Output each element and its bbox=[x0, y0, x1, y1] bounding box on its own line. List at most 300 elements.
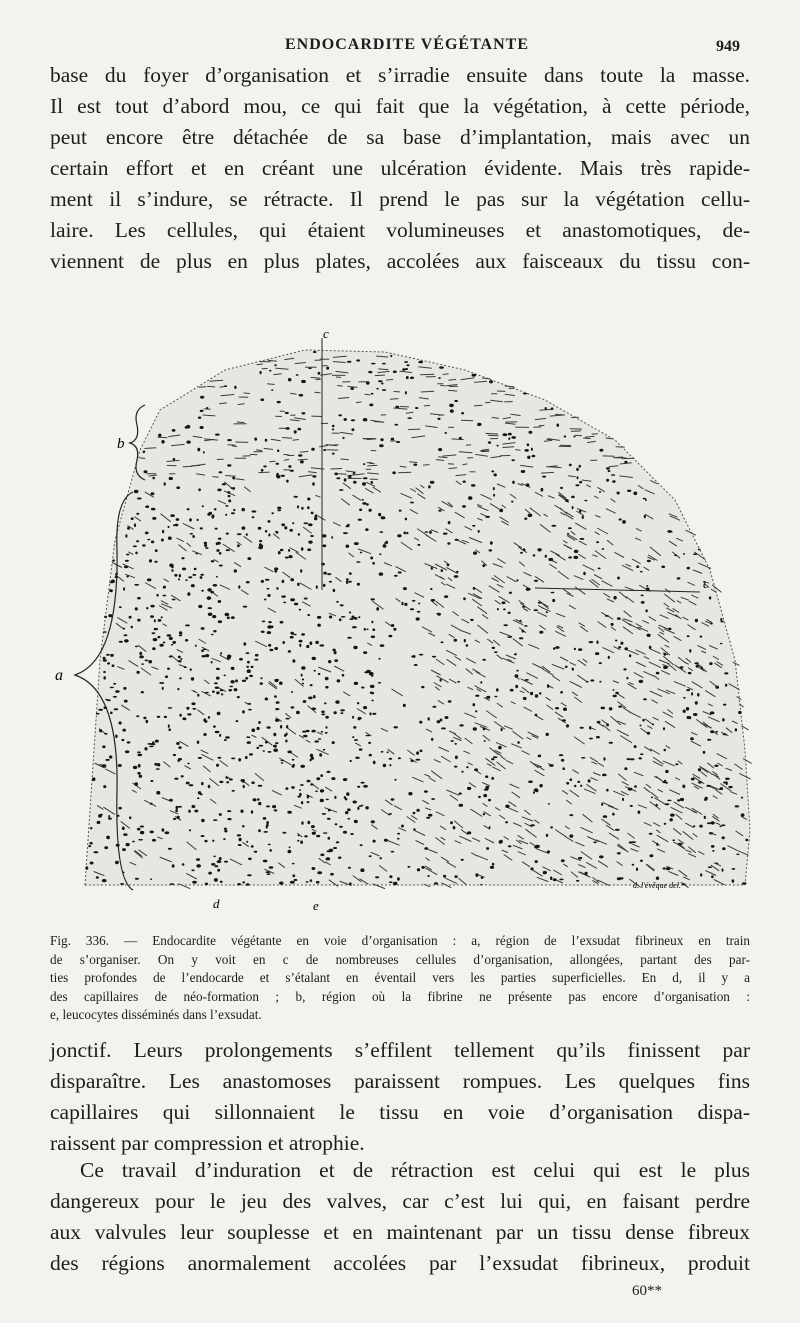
cell-dot bbox=[138, 764, 141, 768]
text-line: peut encore être détachée de sa base d’implantation, mais avec un bbox=[50, 125, 750, 149]
cell-dot bbox=[354, 682, 358, 685]
fiber-stroke bbox=[575, 435, 582, 436]
cell-dot bbox=[308, 697, 313, 700]
cell-dot bbox=[225, 736, 230, 738]
cell-dot bbox=[569, 814, 573, 816]
cell-dot bbox=[622, 798, 624, 801]
cell-dot bbox=[354, 739, 358, 741]
cell-dot bbox=[122, 827, 125, 831]
cell-dot bbox=[321, 714, 325, 716]
cell-dot bbox=[265, 697, 267, 699]
cell-dot bbox=[562, 767, 565, 770]
cell-dot bbox=[549, 764, 554, 767]
cell-dot bbox=[287, 811, 292, 814]
caption-line: des capillaires de néo-formation ; b, région où la fibrine ne présente pas encore d’organisation : bbox=[50, 988, 750, 1004]
cell-dot bbox=[497, 608, 499, 610]
cell-dot bbox=[187, 763, 189, 765]
cell-dot bbox=[472, 374, 477, 377]
cell-dot bbox=[150, 605, 154, 608]
cell-dot bbox=[155, 549, 158, 552]
cell-dot bbox=[291, 786, 295, 789]
fiber-stroke bbox=[386, 379, 393, 380]
cell-dot bbox=[641, 595, 644, 597]
cell-dot bbox=[246, 883, 250, 886]
cell-dot bbox=[221, 693, 223, 695]
cell-dot bbox=[626, 677, 628, 680]
cell-dot bbox=[315, 514, 317, 517]
cell-dot bbox=[624, 647, 628, 650]
caption-line: Fig. 336. — Endocardite végétante en voie d’organisation : a, région de l’exsudat fibrineux en train bbox=[50, 933, 750, 948]
cell-dot bbox=[140, 826, 144, 828]
cell-dot bbox=[347, 808, 351, 811]
cell-dot bbox=[573, 556, 578, 559]
cell-dot bbox=[623, 668, 626, 670]
cell-dot bbox=[279, 682, 283, 685]
cell-dot bbox=[288, 378, 292, 381]
cell-dot bbox=[691, 692, 693, 695]
cell-dot bbox=[394, 726, 398, 728]
cell-dot bbox=[389, 758, 392, 760]
cell-dot bbox=[213, 584, 218, 587]
cell-dot bbox=[443, 533, 448, 535]
cell-dot bbox=[643, 698, 647, 700]
cell-dot bbox=[417, 544, 420, 546]
cell-dot bbox=[181, 557, 184, 559]
cell-dot bbox=[320, 799, 324, 802]
cell-dot bbox=[531, 448, 533, 451]
cell-dot bbox=[455, 756, 458, 760]
cell-dot bbox=[704, 816, 706, 819]
cell-dot bbox=[154, 763, 157, 766]
cell-dot bbox=[393, 371, 397, 374]
cell-dot bbox=[110, 654, 114, 657]
cell-dot bbox=[483, 794, 487, 797]
cell-dot bbox=[323, 749, 325, 751]
cell-dot bbox=[179, 635, 182, 637]
cell-dot bbox=[706, 785, 711, 787]
cell-dot bbox=[216, 668, 220, 670]
cell-dot bbox=[334, 473, 338, 476]
fiber-stroke bbox=[315, 392, 321, 393]
cell-dot bbox=[198, 605, 202, 608]
cell-dot bbox=[328, 837, 331, 840]
cell-dot bbox=[353, 472, 355, 474]
cell-dot bbox=[225, 505, 228, 507]
cell-dot bbox=[396, 441, 400, 443]
fiber-stroke bbox=[374, 422, 383, 423]
cell-dot bbox=[124, 639, 129, 642]
cell-dot bbox=[455, 539, 459, 541]
cell-dot bbox=[164, 482, 166, 485]
cell-dot bbox=[135, 646, 138, 648]
cell-dot bbox=[565, 499, 568, 502]
cell-dot bbox=[327, 573, 331, 575]
cell-dot bbox=[551, 408, 554, 410]
cell-dot bbox=[618, 646, 621, 648]
cell-dot bbox=[251, 781, 254, 784]
cell-dot bbox=[189, 518, 192, 521]
cell-dot bbox=[641, 601, 645, 604]
cell-dot bbox=[172, 429, 176, 432]
cell-dot bbox=[110, 712, 113, 715]
cell-dot bbox=[275, 719, 280, 722]
cell-dot bbox=[204, 544, 207, 547]
cell-dot bbox=[257, 798, 260, 801]
cell-dot bbox=[333, 589, 336, 592]
cell-dot bbox=[647, 634, 651, 637]
cell-dot bbox=[112, 664, 115, 667]
cell-dot bbox=[617, 617, 621, 620]
cell-dot bbox=[550, 876, 552, 880]
cell-dot bbox=[401, 602, 403, 605]
cell-dot bbox=[431, 567, 433, 570]
cell-dot bbox=[523, 393, 528, 395]
cell-dot bbox=[212, 514, 215, 517]
cell-dot bbox=[252, 516, 255, 518]
cell-dot bbox=[424, 790, 428, 792]
cell-dot bbox=[686, 707, 689, 711]
cell-dot bbox=[185, 639, 188, 642]
cell-dot bbox=[508, 438, 510, 440]
cell-dot bbox=[232, 790, 235, 792]
cell-dot bbox=[176, 486, 180, 489]
cell-dot bbox=[224, 675, 226, 677]
fiber-stroke bbox=[284, 460, 289, 461]
cell-dot bbox=[265, 530, 267, 533]
cell-dot bbox=[286, 725, 288, 728]
cell-dot bbox=[282, 832, 286, 834]
cell-dot bbox=[649, 833, 653, 835]
cell-dot bbox=[187, 713, 191, 715]
cell-dot bbox=[126, 554, 129, 556]
cell-dot bbox=[254, 659, 258, 661]
cell-dot bbox=[330, 873, 334, 876]
cell-dot bbox=[138, 839, 143, 841]
cell-dot bbox=[391, 851, 395, 853]
cell-dot bbox=[200, 426, 204, 429]
cell-dot bbox=[649, 854, 653, 857]
cell-dot bbox=[585, 872, 588, 875]
cell-dot bbox=[216, 576, 218, 578]
fiber-stroke bbox=[423, 465, 430, 466]
cell-dot bbox=[418, 603, 420, 605]
cell-dot bbox=[140, 831, 144, 834]
cell-dot bbox=[413, 812, 416, 814]
cell-dot bbox=[426, 817, 430, 819]
cell-dot bbox=[216, 677, 220, 680]
cell-dot bbox=[505, 805, 509, 808]
cell-dot bbox=[254, 438, 257, 441]
cell-dot bbox=[307, 780, 311, 783]
paragraph-2 bbox=[50, 1035, 750, 1159]
cell-dot bbox=[249, 675, 253, 677]
cell-dot bbox=[438, 377, 441, 379]
cell-dot bbox=[505, 821, 508, 823]
cell-dot bbox=[238, 844, 242, 846]
cell-dot bbox=[366, 629, 368, 631]
cell-dot bbox=[301, 380, 306, 383]
cell-dot bbox=[251, 845, 254, 848]
cell-dot bbox=[257, 727, 260, 730]
cell-dot bbox=[146, 607, 148, 609]
cell-dot bbox=[98, 709, 103, 711]
cell-dot bbox=[340, 712, 343, 714]
cell-dot bbox=[113, 696, 117, 698]
cell-dot bbox=[105, 759, 109, 761]
cell-dot bbox=[343, 778, 347, 781]
cell-dot bbox=[439, 366, 444, 368]
cell-dot bbox=[463, 597, 466, 600]
cell-dot bbox=[145, 532, 149, 535]
cell-dot bbox=[599, 491, 601, 493]
cell-dot bbox=[342, 437, 344, 439]
cell-dot bbox=[226, 533, 229, 535]
cell-dot bbox=[710, 711, 715, 714]
cell-dot bbox=[311, 512, 314, 515]
cell-dot bbox=[308, 541, 312, 544]
cell-dot bbox=[323, 572, 327, 575]
cell-dot bbox=[148, 660, 152, 663]
cell-dot bbox=[224, 828, 227, 830]
cell-dot bbox=[150, 492, 154, 495]
cell-dot bbox=[552, 599, 555, 602]
cell-dot bbox=[595, 652, 599, 655]
cell-dot bbox=[328, 809, 331, 812]
cell-dot bbox=[280, 725, 282, 729]
cell-dot bbox=[227, 464, 231, 466]
cell-dot bbox=[454, 639, 458, 642]
cell-dot bbox=[397, 838, 400, 840]
cell-dot bbox=[683, 553, 685, 555]
cell-dot bbox=[456, 571, 459, 573]
cell-dot bbox=[314, 740, 319, 742]
cell-dot bbox=[124, 634, 128, 636]
cell-dot bbox=[178, 758, 182, 760]
cell-dot bbox=[286, 480, 289, 483]
cell-dot bbox=[136, 715, 139, 717]
cell-dot bbox=[711, 845, 715, 848]
cell-dot bbox=[492, 863, 494, 866]
cell-dot bbox=[398, 757, 401, 759]
cell-dot bbox=[326, 367, 329, 370]
cell-dot bbox=[583, 572, 586, 575]
cell-dot bbox=[489, 549, 493, 551]
cell-dot bbox=[224, 385, 227, 387]
cell-dot bbox=[690, 737, 694, 740]
fiber-stroke bbox=[390, 399, 399, 400]
cell-dot bbox=[173, 818, 176, 820]
cell-dot bbox=[247, 557, 251, 560]
cell-dot bbox=[532, 455, 536, 458]
cell-dot bbox=[530, 824, 535, 826]
cell-dot bbox=[131, 517, 134, 520]
cell-dot bbox=[349, 581, 352, 583]
cell-dot bbox=[137, 828, 141, 831]
fiber-stroke bbox=[199, 387, 206, 388]
cell-dot bbox=[369, 672, 374, 676]
cell-dot bbox=[219, 813, 222, 816]
cell-dot bbox=[596, 541, 599, 543]
cell-dot bbox=[483, 813, 485, 815]
cell-dot bbox=[211, 661, 213, 664]
cell-dot bbox=[242, 680, 246, 682]
cell-dot bbox=[331, 777, 335, 780]
cell-dot bbox=[266, 821, 269, 824]
paragraph-1 bbox=[50, 60, 750, 277]
cell-dot bbox=[663, 867, 666, 869]
cell-dot bbox=[478, 796, 481, 798]
cell-dot bbox=[215, 731, 220, 733]
cell-dot bbox=[627, 490, 631, 492]
cell-dot bbox=[348, 475, 351, 478]
cell-dot bbox=[259, 543, 262, 546]
cell-dot bbox=[500, 840, 502, 844]
cell-dot bbox=[215, 687, 219, 689]
cell-dot bbox=[343, 831, 347, 834]
cell-dot bbox=[336, 477, 340, 479]
cell-dot bbox=[555, 646, 559, 649]
cell-dot bbox=[596, 641, 598, 644]
cell-dot bbox=[298, 454, 302, 456]
cell-dot bbox=[687, 716, 690, 719]
cell-dot bbox=[329, 581, 332, 583]
cell-dot bbox=[224, 861, 228, 863]
cell-dot bbox=[282, 580, 285, 583]
cell-dot bbox=[287, 751, 292, 754]
cell-dot bbox=[194, 568, 197, 570]
cell-dot bbox=[296, 374, 299, 376]
cell-dot bbox=[553, 647, 555, 650]
cell-dot bbox=[368, 742, 371, 744]
cell-dot bbox=[448, 700, 452, 702]
cell-dot bbox=[225, 514, 227, 516]
cell-dot bbox=[173, 458, 176, 461]
cell-dot bbox=[715, 686, 719, 689]
cell-dot bbox=[428, 717, 430, 720]
cell-dot bbox=[640, 571, 643, 573]
cell-dot bbox=[299, 789, 301, 791]
cell-dot bbox=[491, 777, 494, 780]
artist-signature: d. l'évêque del. bbox=[633, 881, 681, 890]
cell-dot bbox=[307, 801, 310, 803]
fiber-stroke bbox=[515, 450, 520, 451]
cell-dot bbox=[517, 741, 519, 744]
cell-dot bbox=[693, 825, 695, 827]
cell-dot bbox=[246, 652, 250, 654]
cell-dot bbox=[700, 636, 703, 638]
cell-dot bbox=[406, 376, 409, 379]
cell-dot bbox=[214, 508, 217, 510]
cell-dot bbox=[362, 499, 364, 501]
cell-dot bbox=[281, 595, 286, 597]
cell-dot bbox=[527, 456, 530, 459]
cell-dot bbox=[405, 518, 407, 521]
cell-dot bbox=[311, 825, 315, 828]
cell-dot bbox=[720, 618, 722, 621]
cell-dot bbox=[136, 671, 139, 674]
cell-dot bbox=[161, 539, 164, 542]
cell-dot bbox=[303, 700, 307, 703]
cell-dot bbox=[720, 787, 724, 790]
cell-dot bbox=[535, 714, 538, 716]
cell-dot bbox=[259, 745, 264, 747]
cell-dot bbox=[372, 562, 375, 565]
cell-dot bbox=[372, 628, 375, 631]
cell-dot bbox=[351, 428, 354, 431]
cell-dot bbox=[432, 706, 436, 708]
cell-dot bbox=[534, 580, 538, 582]
cell-dot bbox=[284, 734, 287, 737]
cell-dot bbox=[349, 572, 352, 575]
fiber-stroke bbox=[461, 420, 473, 421]
cell-dot bbox=[700, 873, 702, 876]
cell-dot bbox=[347, 361, 352, 363]
cell-dot bbox=[260, 371, 262, 374]
cell-dot bbox=[472, 525, 475, 527]
cell-dot bbox=[123, 628, 125, 630]
cell-dot bbox=[110, 687, 114, 689]
cell-dot bbox=[467, 831, 471, 834]
cell-dot bbox=[486, 847, 489, 850]
cell-dot bbox=[670, 814, 675, 817]
cell-dot bbox=[124, 566, 128, 568]
cell-dot bbox=[548, 558, 553, 561]
fiber-stroke bbox=[367, 465, 377, 466]
cell-dot bbox=[147, 578, 152, 581]
cell-dot bbox=[349, 611, 351, 613]
cell-dot bbox=[534, 609, 539, 611]
text-line: Ce travail d’induration et de rétraction est celui qui est le plus bbox=[80, 1158, 750, 1182]
cell-dot bbox=[642, 719, 644, 722]
cell-dot bbox=[214, 865, 218, 867]
cell-dot bbox=[168, 724, 170, 727]
cell-dot bbox=[135, 607, 138, 610]
cell-dot bbox=[146, 720, 149, 723]
cell-dot bbox=[445, 432, 447, 434]
cell-dot bbox=[714, 765, 718, 767]
fiber-stroke bbox=[571, 431, 581, 432]
cell-dot bbox=[223, 838, 225, 840]
cell-dot bbox=[298, 533, 300, 536]
text-line: des régions anormalement accolées par l’exsudat fibrineux, produit bbox=[50, 1251, 750, 1275]
cell-dot bbox=[173, 754, 176, 756]
cell-dot bbox=[307, 614, 310, 616]
cell-dot bbox=[683, 697, 686, 699]
cell-dot bbox=[219, 734, 221, 737]
cell-dot bbox=[208, 607, 212, 609]
cell-dot bbox=[493, 487, 495, 490]
cell-dot bbox=[136, 513, 139, 515]
cell-dot bbox=[194, 810, 198, 813]
cell-dot bbox=[253, 798, 257, 801]
cell-dot bbox=[480, 681, 482, 684]
cell-dot bbox=[288, 850, 292, 854]
cell-dot bbox=[191, 584, 195, 587]
cell-dot bbox=[578, 857, 582, 859]
cell-dot bbox=[664, 823, 667, 825]
cell-dot bbox=[313, 351, 317, 353]
cell-dot bbox=[416, 617, 420, 620]
cell-dot bbox=[346, 581, 349, 584]
cell-dot bbox=[689, 649, 691, 653]
cell-dot bbox=[643, 498, 646, 500]
text-line: raissent par compression et atrophie. bbox=[50, 1131, 365, 1155]
cell-dot bbox=[363, 785, 368, 788]
cell-dot bbox=[227, 657, 231, 660]
cell-dot bbox=[272, 805, 276, 808]
cell-dot bbox=[262, 750, 265, 752]
text-line: certain effort et en créant une ulcération évidente. Mais très rapide- bbox=[50, 156, 750, 180]
